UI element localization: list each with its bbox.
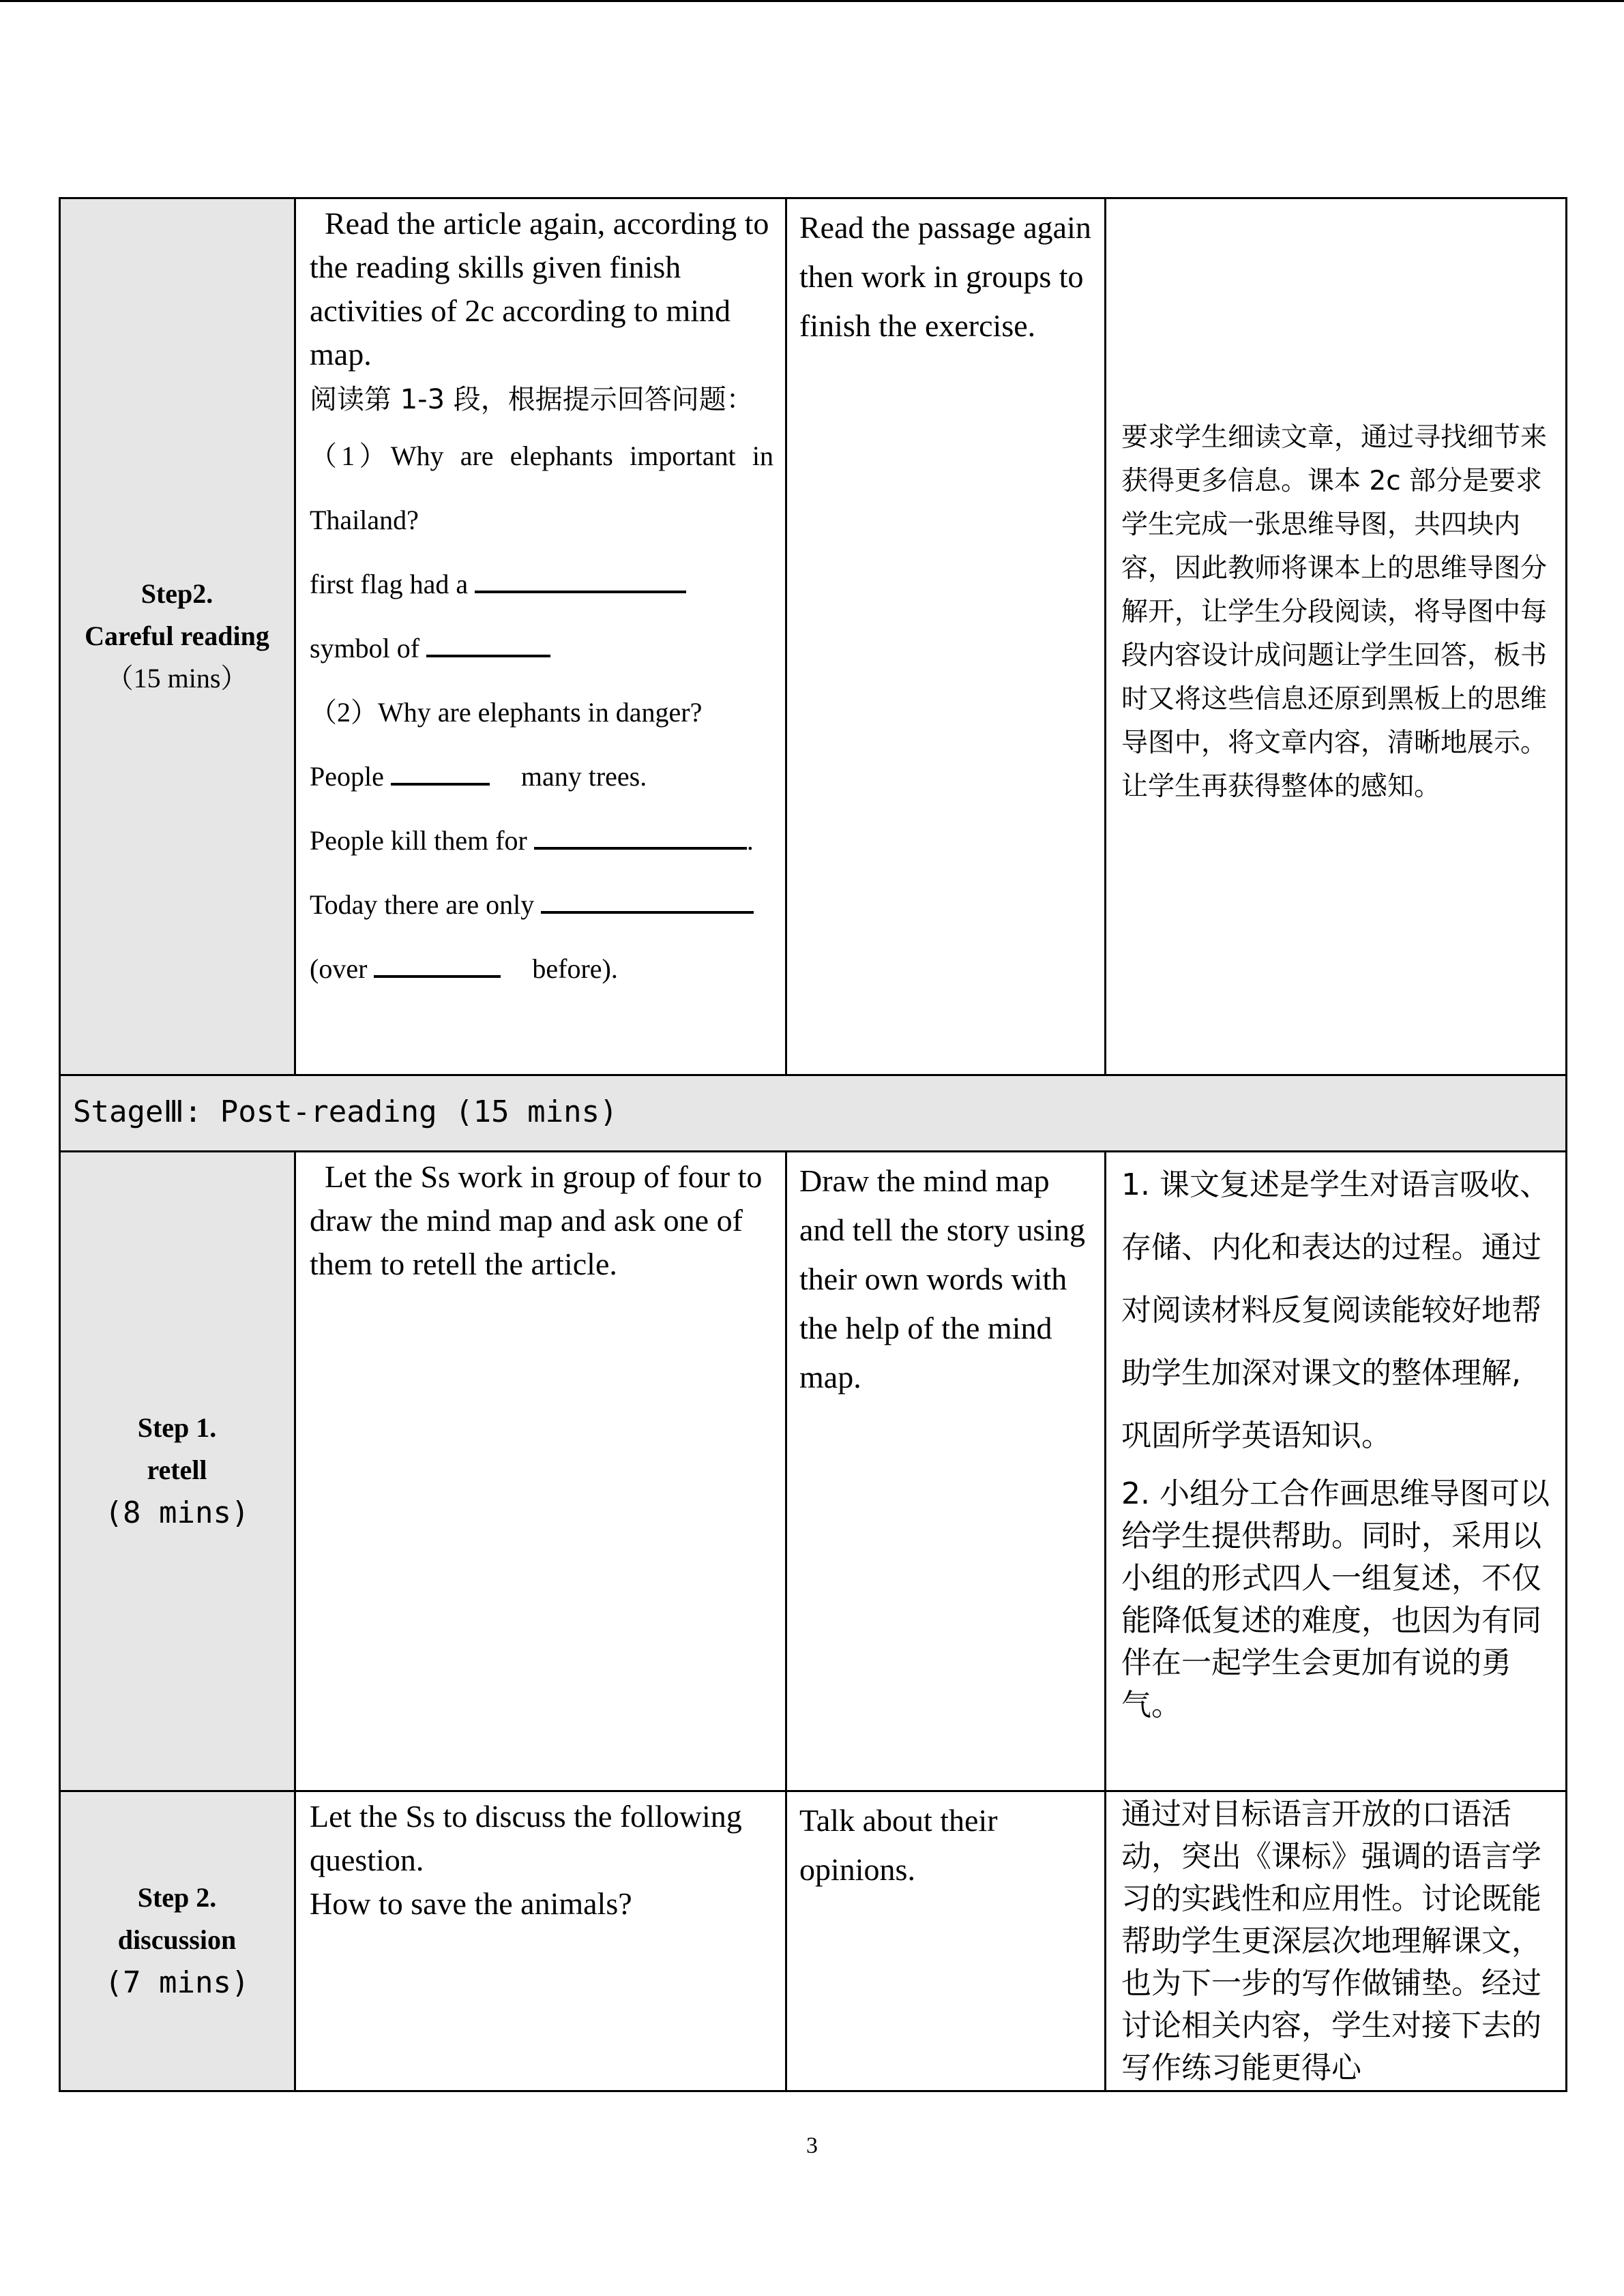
q1-line1-text: first flag had a — [310, 569, 469, 599]
border-col1-b — [294, 1150, 296, 2092]
step2-discussion-label-cell — [59, 1791, 295, 2091]
step1-retell-content-text: Let the Ss work in group of four to draw the mind map and ask one of them to retell the article. — [310, 1159, 763, 1281]
step1-retell-content-cell — [295, 1151, 786, 1791]
step1-retell-step: Step 1. — [137, 1412, 217, 1443]
step2-discussion-content-1: Let the Ss to discuss the following question. — [310, 1799, 742, 1877]
border-col3-a — [1104, 197, 1106, 1075]
q2-line4-b: before). — [532, 953, 618, 984]
step1-retell-student-text: Draw the mind map and tell the story using their own words with the help of the mind map. — [799, 1163, 1086, 1395]
border-col1-a — [294, 197, 296, 1075]
step2-careful-content-cell — [295, 198, 786, 1075]
border-left — [59, 197, 61, 2092]
step2-discussion-name: discussion — [117, 1924, 237, 1955]
q2-line2-a: People kill them for — [310, 825, 527, 856]
step2-careful-student-text: Read the passage again then work in groups to finish the exercise. — [799, 210, 1091, 343]
step2-careful-q1-line1 — [310, 552, 773, 616]
step2-careful-q2-line3 — [310, 873, 773, 937]
blank-over — [374, 952, 501, 978]
blank-symbol — [426, 631, 550, 657]
blank-flag — [475, 567, 686, 593]
step2-careful-name: Careful reading — [85, 621, 269, 651]
step1-retell-name: retell — [147, 1455, 207, 1485]
blank-trees — [391, 760, 490, 786]
step2-careful-q2: （2）Why are elephants in danger? — [310, 697, 703, 728]
step2-careful-instruction: Read the article again, according to the reading skills given finish activities of 2c according to mind map. — [310, 206, 769, 372]
step2-careful-q2-line2 — [310, 809, 773, 873]
step2-careful-student-cell — [786, 198, 1105, 1075]
step2-discussion-content-2: How to save the animals? — [310, 1886, 632, 1921]
stage3-header — [59, 1075, 1566, 1151]
step1-retell-student-cell — [786, 1151, 1105, 1791]
step2-discussion-content-cell — [295, 1791, 786, 2091]
step2-discussion-step: Step 2. — [137, 1882, 217, 1913]
step2-careful-time: （15 mins） — [106, 663, 248, 694]
border-stage-top — [59, 1074, 1567, 1076]
border-row3-top — [59, 1790, 1567, 1792]
q1-line2-text: symbol of — [310, 633, 420, 664]
blank-only — [541, 888, 754, 914]
border-col3-b — [1104, 1150, 1106, 2092]
blank-kill — [534, 824, 747, 850]
step2-discussion-student-cell — [786, 1791, 1105, 2091]
border-col2-a — [785, 197, 787, 1075]
step2-discussion-student-text: Talk about their opinions. — [799, 1803, 998, 1887]
step2-discussion-purpose-text: 通过对目标语言开放的口语活动，突出《课标》强调的语言学习的实践性和应用性。讨论既能帮助学生更深层次地理解课文，也为下一步的写作做铺垫。经过讨论相关内容，学生对接下去的写作练习能更得心 — [1121, 1797, 1541, 2085]
page-number: 3 — [806, 2133, 818, 2158]
step2-careful-purpose-cell — [1105, 198, 1566, 1075]
step2-careful-q2-line1 — [310, 745, 773, 809]
border-bottom — [59, 2090, 1567, 2092]
step2-discussion-purpose-cell — [1105, 1791, 1566, 2091]
step2-careful-label-cell — [59, 198, 295, 1075]
step2-discussion-time: (7 mins) — [104, 1965, 250, 2000]
step1-retell-time: (8 mins) — [104, 1495, 250, 1530]
q2-line1-b: many trees. — [520, 761, 647, 792]
border-stage-bottom — [59, 1150, 1567, 1152]
step2-careful-q1: （1）Why are elephants important in Thailand? — [310, 441, 773, 535]
stage3-title: StageⅢ: Post-reading (15 mins) — [73, 1094, 618, 1129]
step1-retell-purpose-2: 2. 小组分工合作画思维导图可以给学生提供帮助。同时，采用以小组的形式四人一组复述，不仅能降低复述的难度，也因为有同伴在一起学生会更加有说的勇气。 — [1121, 1476, 1550, 1723]
step2-careful-cn-prompt: 阅读第 1-3 段，根据提示回答问题： — [310, 384, 754, 415]
q2-line1-a: People — [310, 761, 384, 792]
border-top — [59, 197, 1567, 199]
step1-retell-purpose-1: 1. 课文复述是学生对语言吸收、存储、内化和表达的过程。通过对阅读材料反复阅读能较好地帮助学生加深对课文的整体理解, 巩固所学英语知识。 — [1121, 1167, 1550, 1453]
step1-retell-purpose-cell — [1105, 1151, 1566, 1791]
step2-careful-q2-line4 — [310, 937, 773, 1001]
step2-careful-q1-line2 — [310, 616, 773, 681]
q2-line2-b: . — [746, 825, 754, 856]
step2-careful-purpose-text: 要求学生细读文章，通过寻找细节来获得更多信息。课本 2c 部分是要求学生完成一张思维导图，共四块内容，因此教师将课本上的思维导图分解开，让学生分段阅读，将导图中每段内容设计成问题让学生回答，板书时又将这些信息还原到黑板上的思维导图中，将文章内容，清晰地展示。让学生再获得整体的感知。 — [1121, 422, 1548, 802]
step2-careful-step: Step2. — [141, 578, 213, 609]
border-right — [1565, 197, 1567, 2092]
q2-line3-text: Today there are only — [310, 889, 535, 920]
q2-line4-a: (over — [310, 953, 368, 984]
step1-retell-label-cell — [59, 1151, 295, 1791]
border-col2-b — [785, 1150, 787, 2092]
